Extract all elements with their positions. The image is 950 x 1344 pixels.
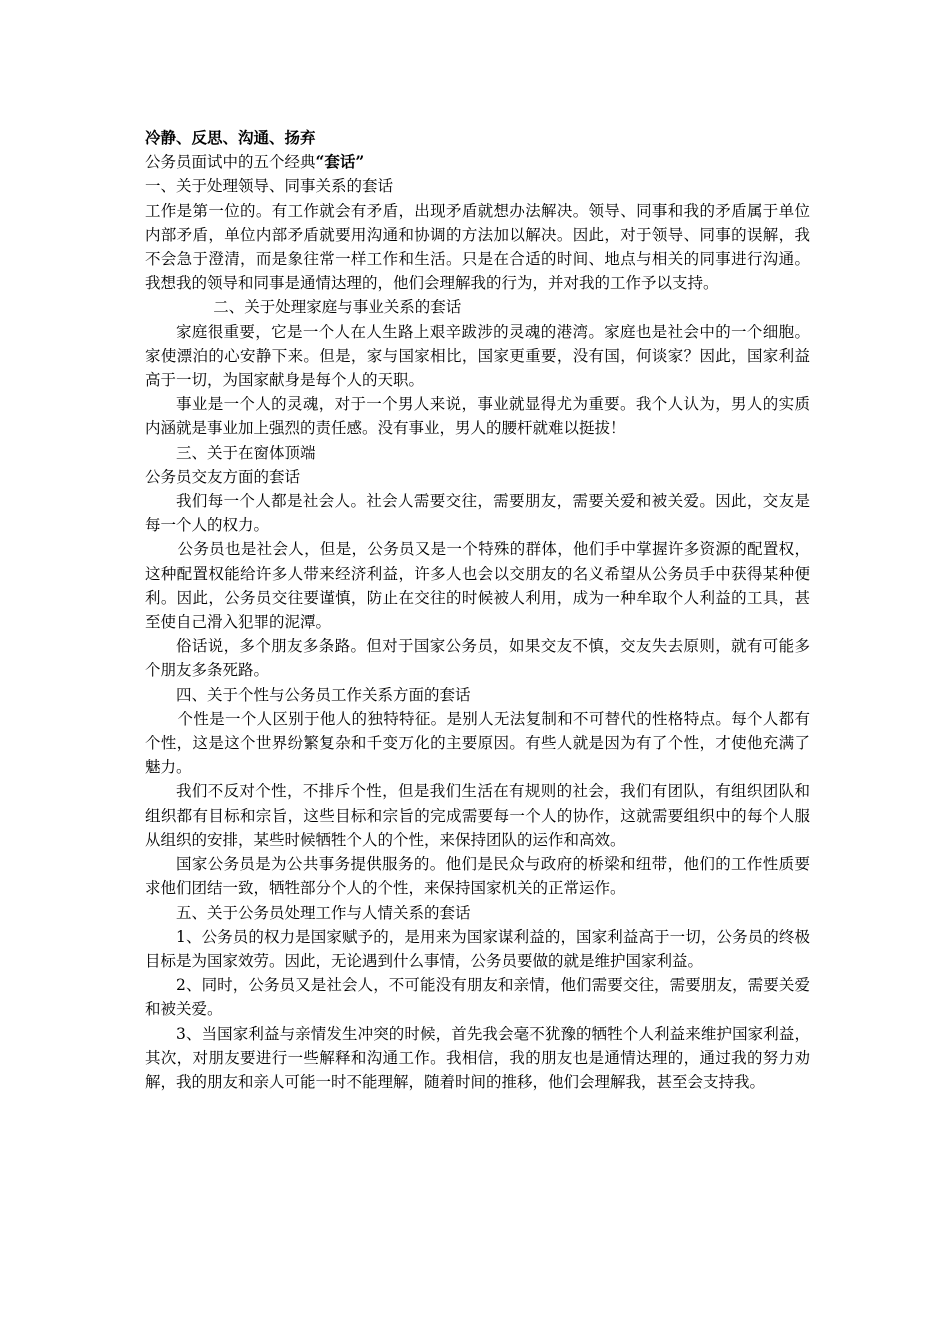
- section5-paragraph-3: 3、当国家利益与亲情发生冲突的时候，首先我会毫不犹豫的牺牲个人利益来维护国家利益，其次，对朋友要进行一些解释和沟通工作。我相信，我的朋友也是通情达理的，通过我的努力劝解，我的朋友和亲人可能一时不能理解，随着时间的推移，他们会理解我，甚至会支持我。: [145, 1024, 810, 1091]
- document-title: 冷静、反思、沟通、扬弃: [145, 128, 316, 147]
- section5-paragraph-1: 1、公务员的权力是国家赋予的，是用来为国家谋利益的，国家利益高于一切，公务员的终极目标是为国家效劳。因此，无论遇到什么事情，公务员要做的就是维护国家利益。: [145, 927, 810, 970]
- section5-heading: 五、关于公务员处理工作与人情关系的套话: [176, 903, 471, 922]
- subtitle-emphasis: “套话”: [315, 152, 365, 172]
- section2-paragraph-2: 事业是一个人的灵魂，对于一个男人来说，事业就显得尤为重要。我个人认为，男人的实质内涵就是事业加上强烈的责任感。没有事业，男人的腰杆就难以挺拔！: [145, 395, 810, 438]
- document-subtitle: [145, 150, 810, 174]
- section3-heading-continued: 公务员交友方面的套话: [145, 467, 301, 486]
- section5-paragraph-2: 2、同时，公务员又是社会人，不可能没有朋友和亲情，他们需要交往，需要朋友，需要关爱和被关爱。: [145, 976, 810, 1019]
- section4-heading: 四、关于个性与公务员工作关系方面的套话: [176, 685, 471, 704]
- section3-paragraph-1: 我们每一个人都是社会人。社会人需要交往，需要朋友，需要关爱和被关爱。因此，交友是每一个人的权力。: [145, 492, 810, 535]
- section4-paragraph-3: 国家公务员是为公共事务提供服务的。他们是民众与政府的桥梁和纽带，他们的工作性质要求他们团结一致，牺牲部分个人的个性，来保持国家机关的正常运作。: [145, 855, 810, 898]
- section1-heading: 一、关于处理领导、同事关系的套话: [145, 177, 394, 196]
- section2-heading: 二、关于处理家庭与事业关系的套话: [213, 298, 462, 317]
- document-body: [145, 126, 810, 1094]
- section1-paragraph: 工作是第一位的。有工作就会有矛盾，出现矛盾就想办法解决。领导、同事和我的矛盾属于单位内部矛盾，单位内部矛盾就要用沟通和协调的方法加以解决。因此，对于领导、同事的误解，我不会急于澄清，而是象往常一样工作和生活。只是在合适的时间、地点与相关的同事进行沟通。我想我的领导和同事是通情达理的，他们会理解我的行为，并对我的工作予以支持。: [145, 201, 810, 293]
- section2-paragraph-1: 家庭很重要，它是一个人在人生路上艰辛跋涉的灵魂的港湾。家庭也是社会中的一个细胞。家使漂泊的心安静下来。但是，家与国家相比，国家更重要，没有国，何谈家？因此，国家利益高于一切，为国家献身是每个人的天职。: [145, 322, 810, 390]
- subtitle-text: 公务员面试中的五个经典: [145, 153, 316, 172]
- section4-paragraph-2: 我们不反对个性，不排斥个性，但是我们生活在有规则的社会，我们有团队，有组织团队和组织都有目标和宗旨，这些目标和宗旨的完成需要每一个人的协作，这就需要组织中的每个人服从组织的安排，某些时候牺牲个人的个性，来保持团队的运作和高效。: [145, 782, 810, 849]
- section3-paragraph-3: 俗话说，多个朋友多条路。但对于国家公务员，如果交友不慎，交友失去原则，就有可能多个朋友多条死路。: [145, 637, 810, 680]
- section4-paragraph-1: 个性是一个人区别于他人的独特特征。是别人无法复制和不可替代的性格特点。每个人都有个性，这是这个世界纷繁复杂和千变万化的主要原因。有些人就是因为有了个性，才使他充满了魅力。: [145, 709, 810, 777]
- section3-paragraph-2: 公务员也是社会人，但是，公务员又是一个特殊的群体，他们手中掌握许多资源的配置权，这种配置权能给许多人带来经济利益，许多人也会以交朋友的名义希望从公务员手中获得某种便利。因此，公务员交往要谨慎，防止在交往的时候被人利用，成为一种牟取个人利益的工具，甚至使自己滑入犯罪的泥潭。: [145, 540, 810, 632]
- section3-heading: 三、关于在窗体顶端: [176, 443, 316, 462]
